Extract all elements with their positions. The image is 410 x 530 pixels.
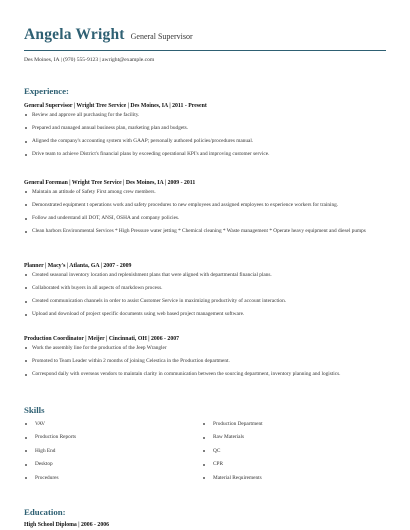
candidate-name: Angela Wright xyxy=(24,26,125,43)
skills-column-right xyxy=(202,421,263,488)
job-bullets xyxy=(24,345,386,378)
skill-item: VAV xyxy=(24,421,76,428)
job-bullets xyxy=(24,272,386,318)
job-bullets xyxy=(24,189,386,235)
skill-item: Production Department xyxy=(202,421,263,428)
header-divider xyxy=(24,50,386,51)
job-bullet: Created seasonal inventory location and replenishment plans that were aligned with departmental financial plans. xyxy=(24,272,386,279)
contact-line: Des Moines, IA | (970) 555-9123 | awright@example.com xyxy=(24,57,155,63)
job-entry xyxy=(24,103,386,164)
job-bullet: Clean harbors Environmental Services * High Pressure water jetting * Chemical cleaning * Waste management * Operate heavy equipment and diesel pumps xyxy=(24,228,386,235)
experience-heading: Experience: xyxy=(24,86,69,96)
job-title: Planner | Macy's | Atlanta, GA | 2007 - 2009 xyxy=(24,263,132,269)
job-title: Production Coordinator | Meijer | Cincinnati, OH | 2006 - 2007 xyxy=(24,336,180,342)
job-title: General Foreman | Wright Tree Service | Des Moines, IA | 2009 - 2011 xyxy=(24,180,196,186)
job-entry xyxy=(24,180,386,241)
job-bullet: Work the assembly line for the production of the Jeep Wrangler xyxy=(24,345,386,352)
resume-header xyxy=(24,26,386,44)
skill-item: Material Requirements xyxy=(202,475,263,482)
name-row xyxy=(24,26,386,44)
job-bullets xyxy=(24,112,386,158)
job-bullet: Follow and understand all DOT, ANSI, OSHA and company policies. xyxy=(24,215,386,222)
skill-item: QC xyxy=(202,448,263,455)
education-entry-title: High School Diploma | 2006 - 2006 xyxy=(24,522,110,528)
job-entry xyxy=(24,263,386,324)
education-heading: Education: xyxy=(24,507,66,517)
skills-column-left xyxy=(24,421,76,488)
job-bullet: Collaborated with buyers in all aspects of markdown process. xyxy=(24,285,386,292)
skill-item: Procedures xyxy=(24,475,76,482)
job-entry xyxy=(24,336,386,384)
skills-heading: Skills xyxy=(24,405,45,415)
job-bullet: Drive team to achieve District's financial plans by exceeding operational KPI's and improving customer service. xyxy=(24,151,386,158)
skill-item: High End xyxy=(24,448,76,455)
job-bullet: Maintain an attitude of Safety First among crew members. xyxy=(24,189,386,196)
job-title: General Supervisor | Wright Tree Service | Des Moines, IA | 2011 - Present xyxy=(24,103,207,109)
job-bullet: Demonstrated equipment t operations work and safety procedures to new employees and assigned employees to experience workers for training. xyxy=(24,202,386,209)
job-bullet: Created communication channels in order to assist Customer Service in maximizing productivity of account interaction. xyxy=(24,298,386,305)
job-bullet: Aligned the company's accounting system with GAAP; personally authored policies/procedures manual. xyxy=(24,138,386,145)
job-bullet: Upload and download of project specific documents using web based project management software. xyxy=(24,311,386,318)
job-bullet: Review and approve all purchasing for the facility. xyxy=(24,112,386,119)
candidate-title: General Supervisor xyxy=(130,32,193,41)
job-bullet: Correspond daily with overseas vendors to maintain clarity in communication between the sourcing department, inventory planning and logistics. xyxy=(24,371,386,378)
skill-item: CPR xyxy=(202,461,263,468)
job-bullet: Prepared and managed annual business plan, marketing plan and budgets. xyxy=(24,125,386,132)
skill-item: Desktop xyxy=(24,461,76,468)
skill-item: Production Reports xyxy=(24,434,76,441)
job-bullet: Promoted to Team Leader within 2 months of joining Celestica in the Production department. xyxy=(24,358,386,365)
skill-item: Raw Materials xyxy=(202,434,263,441)
